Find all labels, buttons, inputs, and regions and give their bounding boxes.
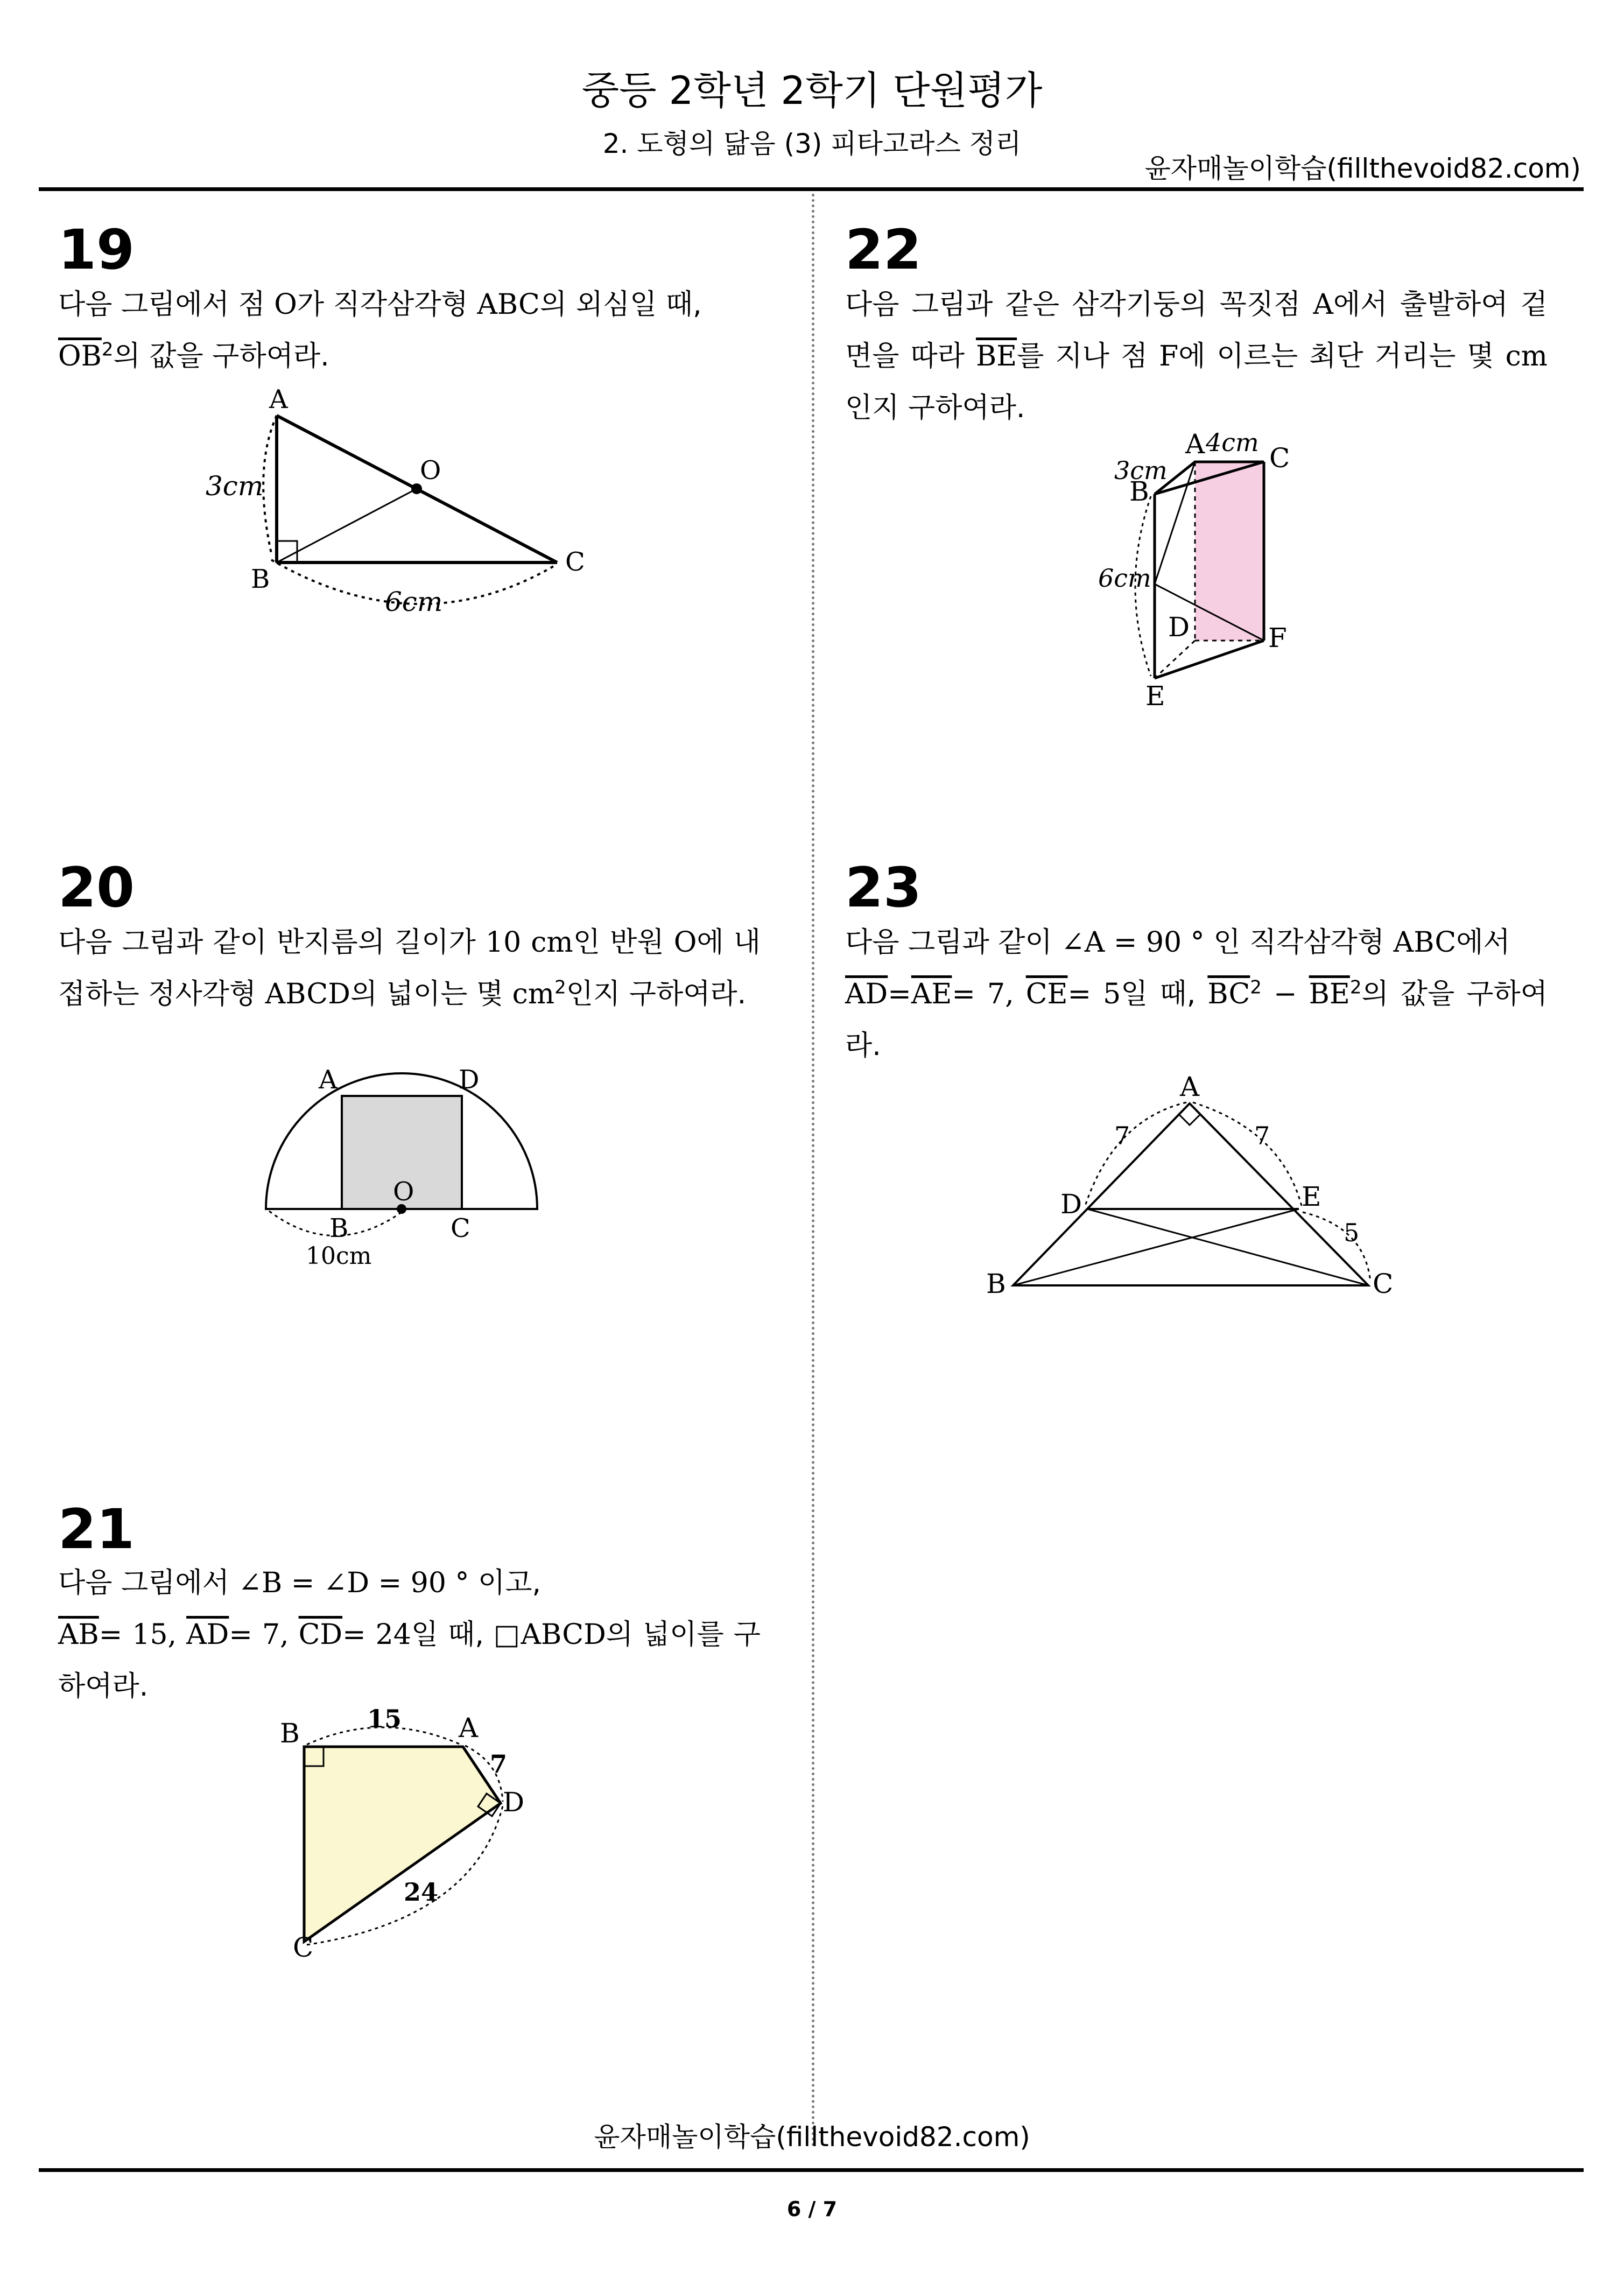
- q21-label-15: 15: [367, 1704, 402, 1733]
- q19-label-6cm: 6cm: [385, 586, 443, 617]
- page-subtitle: 2. 도형의 닮음 (3) 피타고라스 정리: [602, 128, 1022, 159]
- q22-edge-ef: [1155, 641, 1264, 678]
- q19-label-b: B: [251, 564, 270, 594]
- q22-label-c: C: [1269, 442, 1290, 474]
- q20-figure: [258, 1066, 560, 1281]
- column-divider: [812, 194, 814, 2148]
- q23-label-7a: 7: [1114, 1121, 1130, 1150]
- q23-label-c: C: [1373, 1268, 1394, 1299]
- q22-text: 다음 그림과 같은 삼각기둥의 꼭짓점 A에서 출발하여 겉면을 따라 $\overline{BE}$를 지나 점 F에 이르는 최단 거리는 몇 cm인지 구하여라.: [845, 289, 1548, 424]
- q20-label-o: O: [393, 1177, 414, 1207]
- q20-label-10cm: 10cm: [306, 1242, 372, 1270]
- q20-label-c: C: [451, 1213, 470, 1243]
- q21-text: 다음 그림에서 ∠B = ∠D = 90 ° 이고, $\overline{AB}= 15$, $\overline{AD}= 7$, $\overline{CD}= 24$일 때, □ABCD의 넓이를 구하여라.: [58, 1567, 761, 1703]
- q22-label-6cm: 6cm: [1098, 564, 1151, 593]
- q20-label-b: B: [329, 1213, 349, 1243]
- footer-rule: [39, 2168, 1584, 2172]
- q23-label-5: 5: [1344, 1218, 1360, 1247]
- q21-label-a: A: [459, 1712, 479, 1743]
- q22-label-d: D: [1168, 611, 1190, 643]
- q19-number: 19: [58, 218, 135, 282]
- header-site: 윤자매놀이학습(fillthevoid82.com): [1144, 153, 1581, 184]
- q21-number: 21: [58, 1497, 135, 1562]
- q21-quadrilateral: [304, 1747, 501, 1942]
- page-title: 중등 2학년 2학기 단원평가: [581, 68, 1043, 113]
- q21-label-c: C: [293, 1932, 314, 1963]
- q23-figure: [980, 1071, 1400, 1308]
- q22-label-3cm: 3cm: [1114, 456, 1168, 485]
- q22-number: 22: [845, 218, 922, 282]
- q21-figure: [269, 1704, 549, 1994]
- q23-label-b: B: [986, 1268, 1006, 1299]
- q22-figure: [1098, 425, 1324, 711]
- q22-face-acfd: [1195, 462, 1264, 641]
- q19-right-angle: [277, 541, 297, 563]
- q21-label-24: 24: [404, 1878, 439, 1907]
- q23-label-a: A: [1180, 1071, 1200, 1102]
- q22-label-e: E: [1145, 680, 1165, 712]
- page-number: 6 / 7: [786, 2197, 838, 2221]
- q22-label-b: B: [1129, 476, 1149, 507]
- header-rule: [39, 187, 1584, 191]
- q22-label-a: A: [1185, 428, 1205, 460]
- q23-arc-ad: [1085, 1102, 1186, 1206]
- q22-label-f: F: [1268, 622, 1287, 653]
- q19-text: 다음 그림에서 점 O가 직각삼각형 ABC의 외심일 때, $\overline{OB}^2$의 값을 구하여라.: [58, 289, 702, 372]
- q23-text: 다음 그림과 같이 ∠A = 90 ° 인 직각삼각형 ABC에서 $\overline{AD}=\overline{AE}= 7$, $\overline{CE}= 5$일 때, $\overline{BC}^2 - \overline{BE}^2$의 값을 구하여라.: [845, 926, 1548, 1062]
- q20-text: 다음 그림과 같이 반지름의 길이가 10 cm인 반원 O에 내접하는 정사각형 ABCD의 넓이는 몇 $cm^2$인지 구하여라.: [58, 926, 761, 1010]
- q20-number: 20: [58, 856, 135, 920]
- q23-number: 23: [845, 856, 922, 920]
- q23-label-d: D: [1060, 1189, 1082, 1220]
- q19-arc-ab: [263, 416, 277, 553]
- q23-right-angle: [1179, 1103, 1200, 1125]
- q20-label-a: A: [319, 1065, 338, 1095]
- q23-arc-ae: [1193, 1102, 1302, 1206]
- q19-label-a: A: [269, 384, 288, 414]
- q21-label-7: 7: [490, 1749, 508, 1778]
- q23-label-e: E: [1302, 1181, 1321, 1212]
- q19-label-c: C: [565, 547, 585, 577]
- q19-figure: [199, 384, 608, 641]
- q21-label-d: D: [503, 1787, 525, 1818]
- q23-arc-ec: [1303, 1212, 1370, 1282]
- q23-label-7b: 7: [1254, 1121, 1270, 1150]
- q23-segment-be: [1013, 1209, 1299, 1285]
- q19-label-o: O: [420, 455, 441, 486]
- q23-segment-dc: [1087, 1209, 1368, 1285]
- q22-label-4cm: 4cm: [1206, 428, 1259, 457]
- q20-label-d: D: [459, 1065, 480, 1095]
- footer-site: 윤자매놀이학습(fillthevoid82.com): [594, 2121, 1030, 2153]
- q21-label-b: B: [280, 1718, 300, 1749]
- q19-label-3cm: 3cm: [206, 470, 264, 502]
